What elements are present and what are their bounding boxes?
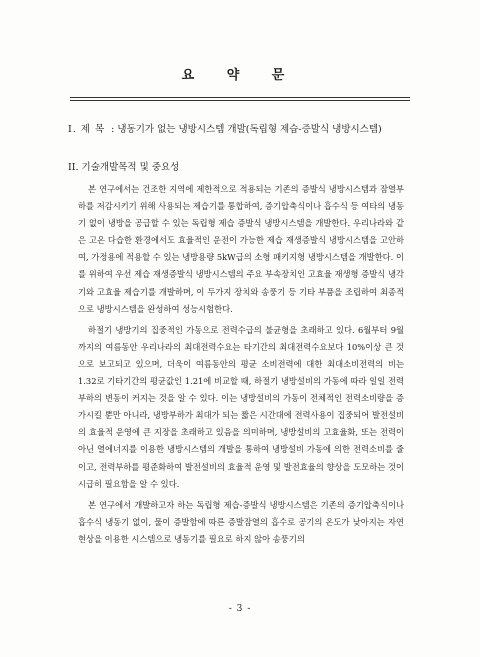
paragraph: 본 연구에서는 건조한 지역에 제한적으로 적용되는 기존의 증발식 냉방시스템과 잠열부하를 저감시키기 위해 사용되는 제습기를 통합하여, 증기압축식이나 흡수식 등 여타의 냉동기 없이 냉방을 공급할 수 있는 독립형 제습 증발식 냉방시스템을 개발한다. 우리나라와 같은 고온 다습한 환경에서도 효율적인 운전이 가능한 제습 재생증발식 냉방시스템을 고안하여, 가정용에 적용할 수 있는 냉방용량 5kW급의 소형 패키지형 냉방시스템을 개발한다. 이를 위하여 우선 제습 재생증발식 냉방시스템의 주요 부속장치인 고효율 재생형 증발식 냉각기와 고효율 제습기를 개발하며, 이 두가지 장치와 송풍기 등 기타 부품을 조립하여 최종적으로 냉방시스템을 완성하여 성능시험한다. [78,184,404,314]
title-rule-top [70,97,410,98]
body-text [78,181,404,552]
section-title-label: I. 제 목 [68,124,106,135]
section-title-colon: : [111,124,115,135]
section-title-text: 냉동기가 없는 냉방시스템 개발(독립형 제습-증발식 냉방시스템) [117,124,382,135]
section-heading-purpose: II. 기술개발목적 및 중요성 [68,162,180,173]
page-number: - 3 - [228,604,252,614]
section-title [68,121,428,135]
paragraph: 하절기 냉방기의 집중적인 가동으로 전력수급의 불균형을 초래하고 있다. 6월부터 9월까지의 여름동안 우리나라의 최대전력수요는 타기간의 최대전력수요보다 10%이상 큰 것으로 보고되고 있으며, 더욱이 여름동안의 평균 소비전력에 대한 최대소비전력의 비는 1.32로 기타기간의 평균값인 1.21에 비교할 때, 하절기 냉방설비의 가동에 따라 일일 전력부하의 변동이 커지는 것을 알 수 있다. 이는 냉방설비의 가동이 전체적인 전력소비량을 증가시킬 뿐만 아니라, 냉방부하가 최대가 되는 짧은 시간대에 전력사용이 집중되어 발전설비의 효율적 운영에 큰 지장을 초래하고 있음을 의미하며, 냉방설비의 고효율화, 또는 전력이 아닌 열에너지를 이용한 냉방시스템의 개발을 통하여 냉방설비 가동에 의한 전력소비를 줄이고, 전력부하를 평준화하여 발전설비의 효율적 운영 및 발전효율의 향상을 도모하는 것이 시급히 필요함을 알 수 있다. [78,324,404,489]
paragraph: 본 연구에서 개발하고자 하는 독립형 제습-증발식 냉방시스템은 기존의 증기압축식이나 흡수식 냉동기 없이, 물이 증발함에 따른 증발잠열의 흡수로 공기의 온도가 낮아지는 자연현상을 이용한 시스템으로 냉동기를 필요로 하지 않아 송풍기의 [78,499,404,544]
title-rule-bottom [70,100,410,101]
document-title: 요 약 문 [181,68,299,83]
